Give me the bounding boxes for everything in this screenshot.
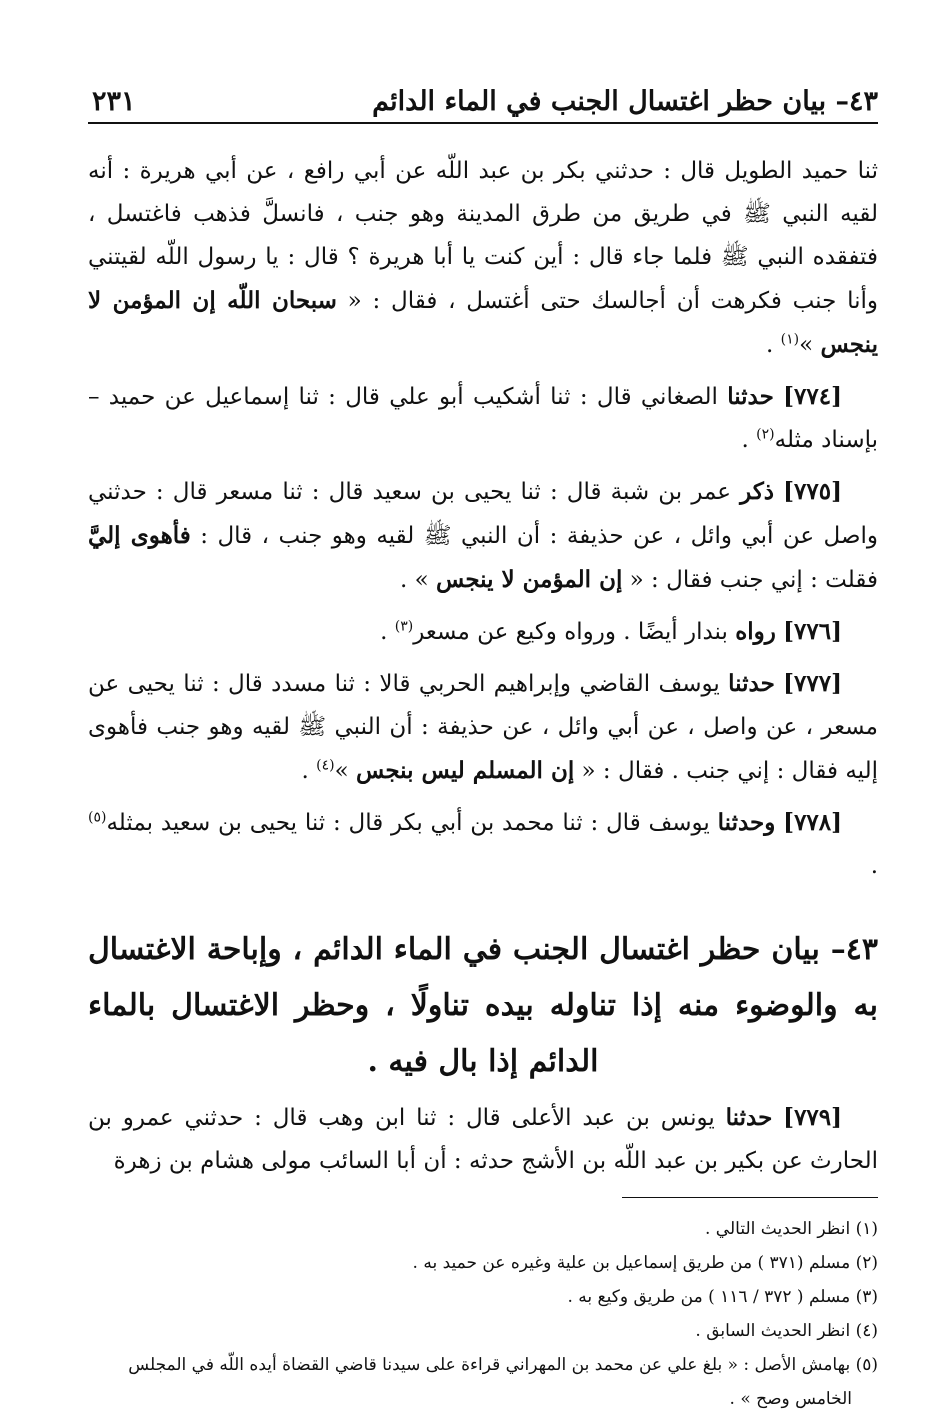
footnote-ref: (٤) <box>316 757 335 774</box>
main-text <box>88 150 878 1183</box>
hadith-keyword: حدثنا <box>725 1104 773 1131</box>
footnote-divider <box>622 1197 878 1198</box>
hadith-keyword: ذكر <box>740 478 775 505</box>
paragraph-end: . <box>870 853 878 879</box>
footnote-2: (٢) مسلم (٣٧١ ) من طريق إسماعيل بن علية وغيره عن حميد به . <box>412 1253 878 1273</box>
hadith-775 <box>88 470 878 602</box>
quote-close: » <box>799 332 821 358</box>
hadith-779 <box>88 1096 878 1183</box>
running-header-title: ٤٣– بيان حظر اغتسال الجنب في الماء الدائم <box>372 86 878 117</box>
footnote-1: (١) انظر الحديث التالي . <box>705 1219 878 1239</box>
hadith-776 <box>88 610 878 654</box>
hadith-778 <box>88 801 878 888</box>
quoted-saying: إن المسلم ليس بنجس <box>356 757 575 784</box>
hadith-number: [٧٧٩] <box>783 1104 843 1131</box>
footnote-ref: (١) <box>780 331 800 348</box>
footnote-ref: (٥) <box>88 809 107 826</box>
paragraph-end: . <box>741 427 757 453</box>
hadith-text: الصغاني قال : ثنا أشكيب أبو علي قال : ثنا إسماعيل عن حميد – بإسناد مثله <box>88 384 878 453</box>
hadith-number: [٧٧٦] <box>783 618 842 645</box>
footnotes-section <box>88 1197 878 1416</box>
paragraph-end: . <box>380 619 395 645</box>
paragraph-end: » . <box>400 567 437 593</box>
bold-phrase: فأهوى إليَّ <box>88 522 191 549</box>
quoted-saying: إن المؤمن لا ينجس <box>436 566 623 593</box>
footnote-5: (٥) بهامش الأصل : « بلغ علي عن محمد بن المهراني قراءة على سيدنا قاضي القضاة أيده اللّه في المجلس <box>128 1355 878 1375</box>
hadith-number: [٧٧٧] <box>783 670 842 697</box>
hadith-number: [٧٧٤] <box>783 383 842 410</box>
hadith-keyword: حدثنا <box>727 383 774 410</box>
hadith-text: عمر بن شبة قال : ثنا يحيى بن سعيد قال : ثنا مسعر قال : حدثني واصل عن أبي وائل ، عن حذيفة : أن النبي ﷺ لقيه وهو جنب ، قال : <box>88 479 879 549</box>
chapter-heading: ٤٣– بيان حظر اغتسال الجنب في الماء الدائم ، وإباحة الاغتسال به والوضوء منه إذا تناوله بيده تناولًا ، وحظر الاغتسال بالماء الدائم إذا بال فيه . <box>88 932 878 1079</box>
running-header <box>88 70 878 124</box>
hadith-774 <box>88 375 878 462</box>
footnote-3: (٣) مسلم ( ٣٧٢ / ١١٦ ) من طريق وكيع به . <box>567 1287 878 1307</box>
paragraph-end: . <box>301 758 317 784</box>
hadith-text: بندار أيضًا . ورواه وكيع عن مسعر <box>413 619 736 645</box>
hadith-number: [٧٧٨] <box>783 809 843 836</box>
footnote-ref: (٣) <box>394 618 414 635</box>
paragraph-continued <box>88 150 878 367</box>
hadith-text: يونس بن عبد الأعلى قال : ثنا ابن وهب قال : حدثني عمرو بن الحارث عن بكير بن عبد اللّه بن الأشج حدثه : أن أبا السائب مولى هشام بن زهرة <box>88 1105 878 1174</box>
footnote-5-continued: الخامس وصح » . <box>729 1389 852 1409</box>
hadith-keyword: حدثنا <box>728 670 775 697</box>
hadith-text-2: فقلت : إني جنب فقال : « <box>622 567 878 593</box>
hadith-keyword: وحدثنا <box>717 809 776 836</box>
paragraph-text: ثنا حميد الطويل قال : حدثني بكر بن عبد اللّه عن أبي رافع ، عن أبي هريرة : أنه لقيه النبي ﷺ في طريق من طرق المدينة وهو جنب ، فانسلَّ فذهب فاغتسل ، فتفقده النبي ﷺ فلما جاء قال : أين كنت يا أبا هريرة ؟ قال : يا رسول اللّه لقيتني وأنا جنب فكرهت أن أجالسك حتى أغتسل ، فقال : « <box>88 158 878 314</box>
quote-close: » <box>334 758 356 784</box>
footnote-4: (٤) انظر الحديث السابق . <box>695 1321 878 1341</box>
paragraph-end: . <box>766 332 781 358</box>
footnote-ref: (٢) <box>756 426 775 443</box>
quoted-saying: سبحان اللّه إن المؤمن لا ينجس <box>88 287 878 358</box>
page-number: ٢٣١ <box>92 86 136 117</box>
hadith-keyword: رواه <box>735 618 776 645</box>
hadith-text: يوسف القاضي وإبراهيم الحربي قالا : ثنا مسدد قال : ثنا يحيى عن مسعر ، عن واصل ، عن أبي وائل ، عن حذيفة : أن النبي ﷺ لقيه وهو جنب فأهوى إليه فقال : إني جنب . فقال : « <box>88 671 878 784</box>
hadith-777 <box>88 662 878 793</box>
book-page <box>88 70 878 1416</box>
hadith-number: [٧٧٥] <box>783 478 842 505</box>
hadith-text: يوسف قال : ثنا محمد بن أبي بكر قال : ثنا يحيى بن سعيد بمثله <box>106 810 718 836</box>
footnote-list <box>88 1212 878 1416</box>
